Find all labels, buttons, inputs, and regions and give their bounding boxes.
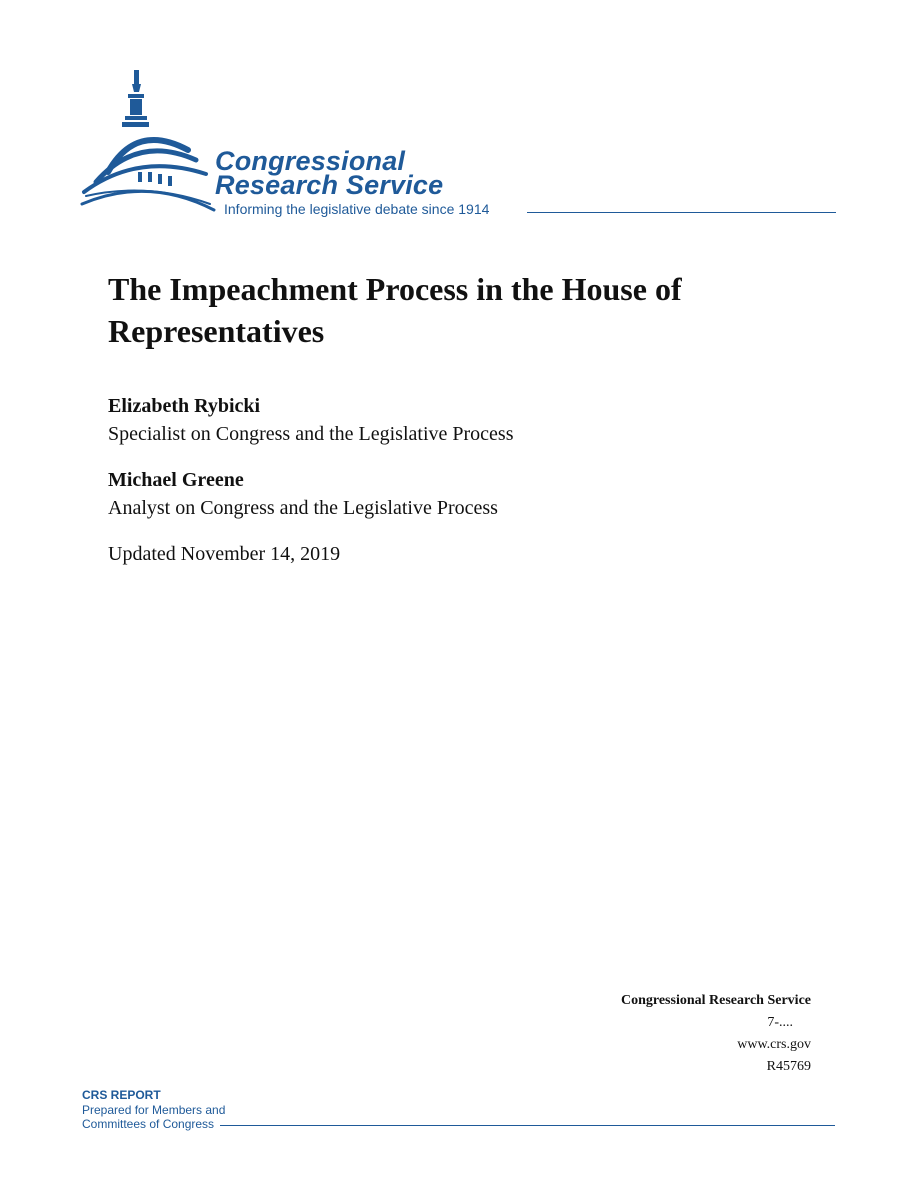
report-title: The Impeachment Process in the House of Representatives — [108, 271, 682, 349]
author-role: Analyst on Congress and the Legislative Process — [108, 497, 498, 519]
website-link[interactable]: www.crs.gov — [737, 1037, 811, 1052]
author-name: Elizabeth Rybicki — [108, 395, 261, 417]
footer-divider — [220, 1125, 835, 1126]
report-code: 7-.... — [767, 1015, 793, 1030]
crs-report-footer — [82, 1088, 842, 1138]
updated-date: Updated November 14, 2019 — [108, 543, 341, 565]
brand-name-line2: Research Service — [215, 170, 444, 200]
footer-label: CRS REPORT — [82, 1088, 161, 1102]
brand-tagline: Informing the legislative debate since 1914 — [224, 201, 490, 217]
footer-line1: Prepared for Members and — [82, 1103, 226, 1117]
publisher-org: Congressional Research Service — [620, 993, 811, 1008]
report-number: R45769 — [766, 1059, 811, 1074]
brand-name-line1: Congressional — [215, 146, 406, 176]
publisher-info — [621, 990, 811, 1078]
capitol-dome-icon — [78, 64, 218, 224]
author-name: Michael Greene — [108, 469, 244, 491]
footer-line2: Committees of Congress — [82, 1117, 215, 1131]
tagline-divider — [527, 212, 836, 213]
crs-logo — [78, 64, 838, 224]
author-role: Specialist on Congress and the Legislative Process — [108, 423, 514, 445]
